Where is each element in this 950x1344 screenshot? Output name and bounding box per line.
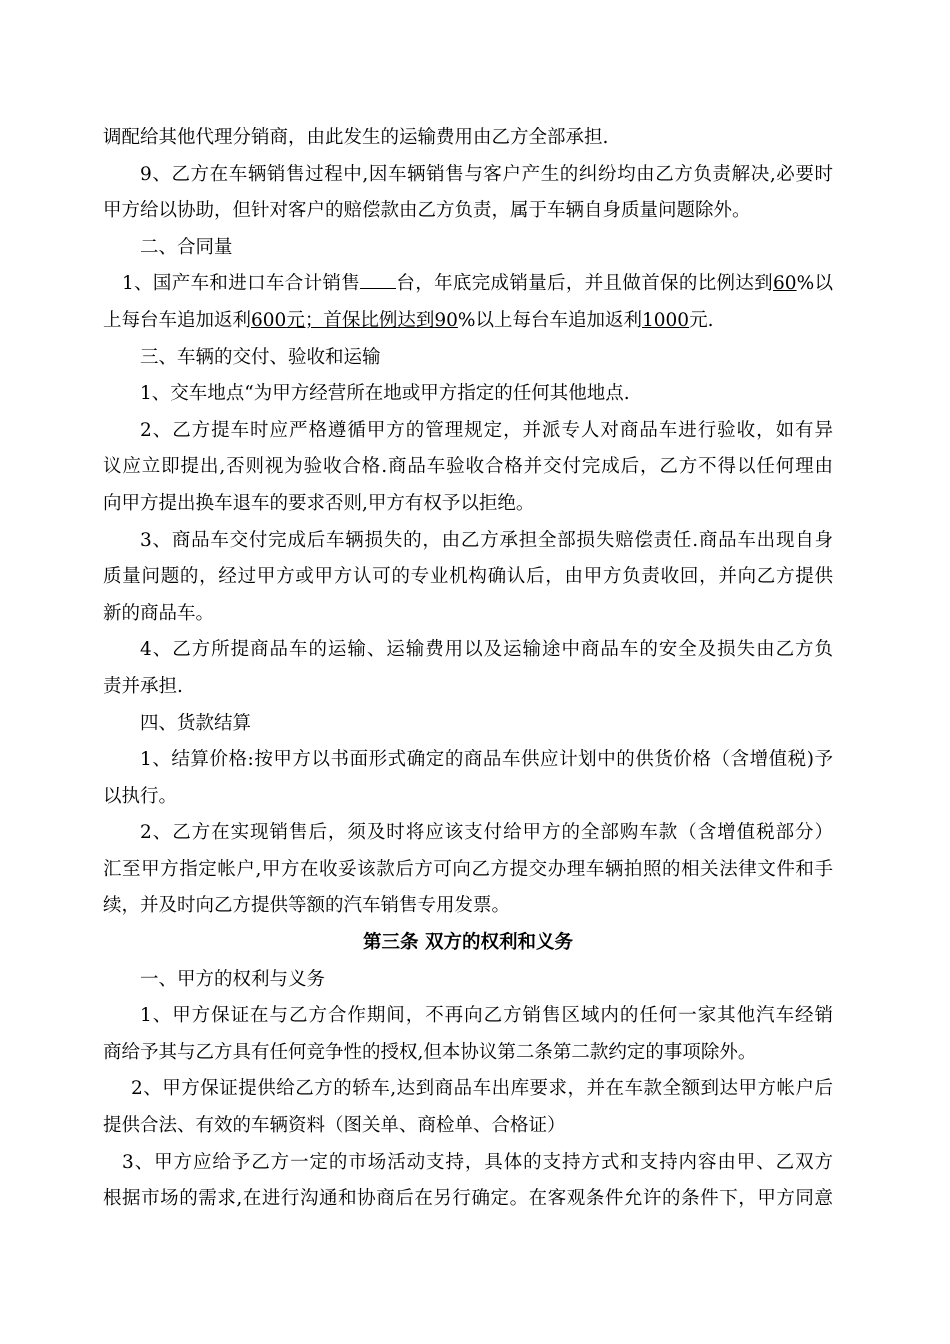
blank-underline: [360, 270, 396, 289]
text-run: 元.: [689, 309, 714, 331]
text-line: 4、乙方所提商品车的运输、运输费用以及运输途中商品车的安全及损失由乙方负: [140, 639, 833, 661]
text-line: [103, 266, 833, 303]
text-run: 上每台车追加返利: [103, 309, 252, 331]
text-line: 商给予其与乙方具有任何竞争性的授权,但本协议第二条第二款约定的事项除外。: [103, 1041, 757, 1063]
text-run: 元；首保比例达到: [286, 309, 435, 331]
text-line: 2、乙方提车时应严格遵循甲方的管理规定，并派专人对商品车进行验收，如有异: [140, 419, 833, 441]
text-line: 新的商品车。: [103, 602, 215, 624]
text-line: 向甲方提出换车退车的要求否则,甲方有权予以拒绝。: [103, 492, 535, 514]
section-heading: 三、车辆的交付、验收和运输: [140, 346, 381, 368]
text-line: 以执行。: [103, 785, 178, 807]
text-line: 汇至甲方指定帐户,甲方在收妥该款后方可向乙方提交办理车辆拍照的相关法律文件和手: [103, 858, 833, 880]
text-line: 根据市场的需求,在进行沟通和协商后在另行确定。在客观条件允许的条件下，甲方同意: [103, 1188, 833, 1210]
underlined-value: 90: [434, 309, 458, 331]
text-run: %以: [796, 273, 833, 295]
document-body: [103, 120, 833, 1218]
text-line: 2、乙方在实现销售后，须及时将应该支付给甲方的全部购车款（含增值税部分）: [140, 822, 833, 844]
text-line: 甲方给以协助，但针对客户的赔偿款由乙方负责，属于车辆自身质量问题除外。: [103, 200, 751, 222]
text-line: 调配给其他代理分销商，由此发生的运输费用由乙方全部承担.: [103, 127, 609, 148]
underlined-value: 60: [773, 273, 797, 295]
text-line: 1、结算价格:按甲方以书面形式确定的商品车供应计划中的供货价格（含增值税)予: [140, 749, 833, 771]
text-run: 台，年底完成销量后，并且做首保的比例达到: [396, 273, 774, 295]
section-heading: 一、甲方的权利与义务: [140, 968, 326, 990]
text-line: 2、甲方保证提供给乙方的轿车,达到商品车出库要求，并在车款全额到达甲方帐户后: [131, 1078, 833, 1100]
text-line: 1、甲方保证在与乙方合作期间，不再向乙方销售区域内的任何一家其他汽车经销: [140, 1005, 833, 1027]
text-line: 议应立即提出,否则视为验收合格.商品车验收合格并交付完成后，乙方不得以任何理由: [103, 456, 833, 478]
text-line: [103, 303, 833, 340]
text-line: 续，并及时向乙方提供等额的汽车销售专用发票。: [103, 895, 511, 917]
underlined-value: 600: [251, 309, 287, 331]
section-heading: 二、合同量: [140, 236, 233, 258]
text-line: 3、商品车交付完成后车辆损失的，由乙方承担全部损失赔偿责任.商品车出现自身: [140, 529, 833, 551]
text-line: 质量问题的，经过甲方或甲方认可的专业机构确认后，由甲方负责收回，并向乙方提供: [103, 566, 833, 588]
section-heading: 四、货款结算: [140, 712, 252, 734]
text-line: 提供合法、有效的车辆资料（图关单、商检单、合格证）: [103, 1115, 566, 1137]
text-run: %以上每台车追加返利: [457, 309, 642, 331]
text-line: 9、乙方在车辆销售过程中,因车辆销售与客户产生的纠纷均由乙方负责解决,必要时: [140, 163, 833, 185]
text-line: 1、交车地点“为甲方经营所在地或甲方指定的任何其他地点.: [140, 383, 630, 405]
text-line: 3、甲方应给予乙方一定的市场活动支持，具体的支持方式和支持内容由甲、乙双方: [122, 1151, 833, 1173]
underlined-value: 1000: [641, 309, 690, 331]
text-run: 1、国产车和进口车合计销售: [122, 273, 361, 295]
article-title: 第三条 双方的权利和义务: [363, 932, 573, 954]
text-line: 责并承担.: [103, 675, 183, 697]
